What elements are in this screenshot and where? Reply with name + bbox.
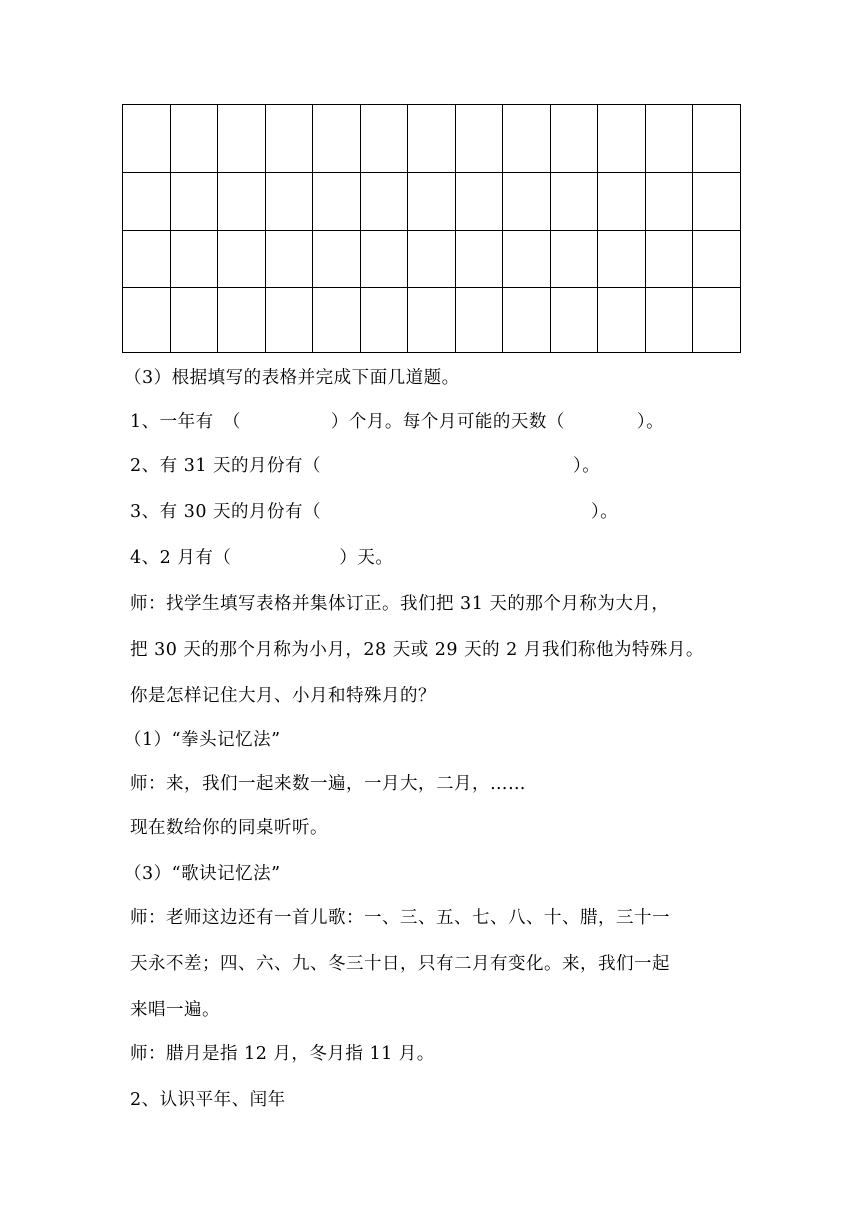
- table-cell: [265, 288, 313, 353]
- question-3: 3、有 30 天的月份有（ ）。: [130, 502, 619, 522]
- section-heading: 2、认识平年、闰年: [130, 1090, 286, 1110]
- table-cell: [645, 231, 693, 288]
- table-cell: [693, 173, 741, 231]
- table-cell: [408, 173, 456, 231]
- table-cell: [550, 231, 598, 288]
- question-2: 2、有 31 天的月份有（ ）。: [130, 456, 601, 476]
- table-cell: [645, 173, 693, 231]
- table-cell: [265, 105, 313, 173]
- table-cell: [455, 288, 503, 353]
- table-cell: [218, 231, 266, 288]
- table-cell: [598, 173, 646, 231]
- question-1: 1、一年有 （ ）个月。每个月可能的天数（ ）。: [130, 412, 665, 432]
- table-cell: [550, 288, 598, 353]
- table-cell: [170, 288, 218, 353]
- table-cell: [503, 288, 551, 353]
- table-cell: [123, 173, 171, 231]
- table-cell: [693, 105, 741, 173]
- table-cell: [503, 173, 551, 231]
- section-heading: （1）“拳头记忆法”: [124, 730, 281, 750]
- question-4: 4、2 月有（ ）天。: [130, 548, 394, 568]
- table-row: [123, 231, 741, 288]
- paragraph-line: 来唱一遍。: [130, 1000, 220, 1020]
- table-cell: [408, 231, 456, 288]
- table-cell: [313, 288, 361, 353]
- table-cell: [218, 173, 266, 231]
- table-row: [123, 288, 741, 353]
- table-cell: [408, 105, 456, 173]
- table-cell: [123, 288, 171, 353]
- table-cell: [360, 173, 408, 231]
- paragraph-line: 师：找学生填写表格并集体订正。我们把 31 天的那个月称为大月，: [130, 594, 670, 614]
- table-cell: [123, 105, 171, 173]
- table-cell: [645, 288, 693, 353]
- table-cell: [218, 105, 266, 173]
- table-cell: [693, 231, 741, 288]
- table-cell: [218, 288, 266, 353]
- table-cell: [313, 105, 361, 173]
- table-cell: [408, 288, 456, 353]
- table-cell: [455, 105, 503, 173]
- table-cell: [455, 231, 503, 288]
- paragraph-line: 师：腊月是指 12 月，冬月指 11 月。: [130, 1044, 435, 1064]
- table-cell: [360, 231, 408, 288]
- table-cell: [265, 173, 313, 231]
- paragraph-line: 天永不差；四、六、九、冬三十日，只有二月有变化。来，我们一起: [130, 954, 670, 974]
- table-cell: [313, 173, 361, 231]
- table-cell: [360, 105, 408, 173]
- table-cell: [265, 231, 313, 288]
- table-cell: [170, 231, 218, 288]
- table-cell: [550, 105, 598, 173]
- table-cell: [455, 173, 503, 231]
- table-cell: [598, 105, 646, 173]
- table-cell: [313, 231, 361, 288]
- table-cell: [503, 105, 551, 173]
- table-cell: [550, 173, 598, 231]
- table-cell: [170, 105, 218, 173]
- table-row: [123, 173, 741, 231]
- table-row: [123, 105, 741, 173]
- section-heading: （3）“歌诀记忆法”: [124, 864, 281, 884]
- table-cell: [360, 288, 408, 353]
- table-cell: [598, 231, 646, 288]
- table-cell: [693, 288, 741, 353]
- paragraph-line: 你是怎样记住大月、小月和特殊月的？: [130, 686, 436, 706]
- table-cell: [598, 288, 646, 353]
- table-cell: [123, 231, 171, 288]
- paragraph-line: 师：老师这边还有一首儿歌：一、三、五、七、八、十、腊，三十一: [130, 908, 670, 928]
- table-cell: [503, 231, 551, 288]
- paragraph-line: 把 30 天的那个月称为小月，28 天或 29 天的 2 月我们称他为特殊月。: [130, 640, 704, 660]
- blank-month-table: [122, 104, 741, 353]
- paragraph-line: 现在数给你的同桌听听。: [130, 818, 328, 838]
- table-cell: [645, 105, 693, 173]
- paragraph-line: 师：来，我们一起来数一遍，一月大，二月，……: [130, 774, 526, 794]
- table-cell: [170, 173, 218, 231]
- question-intro: （3）根据填写的表格并完成下面几道题。: [124, 368, 460, 388]
